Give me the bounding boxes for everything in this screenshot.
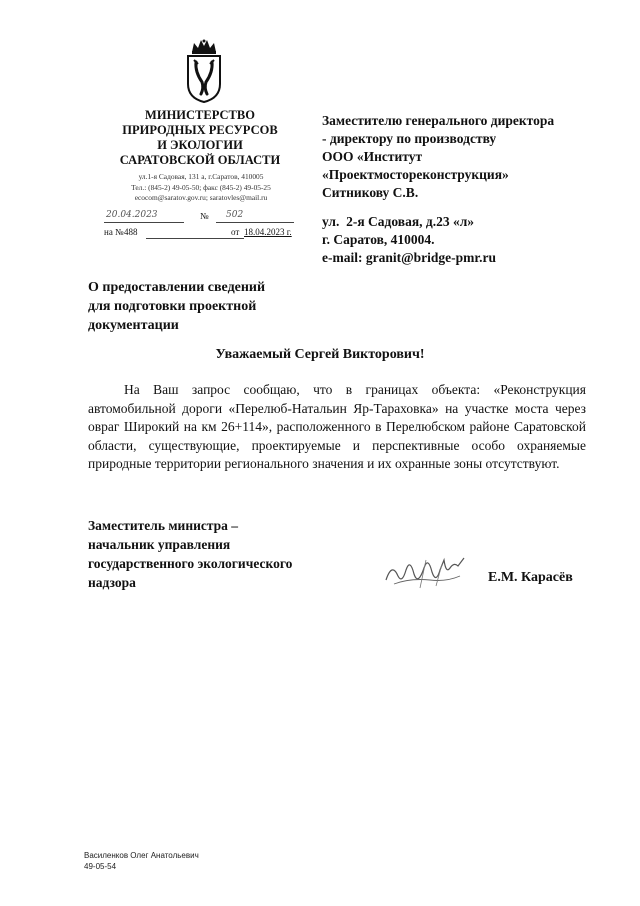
ministry-address — [88, 172, 314, 204]
recipient-address — [322, 213, 622, 267]
subject-line: для подготовки проектной — [88, 299, 257, 314]
address-line: ecocom@saratov.gov.ru; saratovles@mail.ru — [134, 193, 268, 202]
letter-body — [88, 381, 586, 474]
recipient-line: - директору по производству — [322, 131, 497, 146]
recipient-line: Заместителю генерального директора — [322, 113, 555, 128]
ministry-line: И ЭКОЛОГИИ — [157, 138, 243, 152]
body-text: На Ваш запрос сообщаю, что в границах объекта: «Реконструкция автомобильной дороги «Перелюб-Натальин Яр-Тараховка» на участке моста через овраг Широкий на км 26+114», расположенного в Перелюбском районе Саратовской области, существующие, проектируемые и перспективные особо охраняемые природные территории регионального значения и их охранные зоны отсутствуют. — [88, 382, 586, 471]
recipient-email: e-mail: granit@bridge-pmr.ru — [322, 250, 497, 265]
handwritten-reg-date: 20.04.2023 — [106, 210, 158, 220]
letter-subject — [88, 278, 348, 335]
address-line: Тел.: (845-2) 49-05-50; факс (845-2) 49-05-25 — [131, 182, 271, 192]
executor-phone: 49-05-54 — [84, 862, 117, 871]
signer-title — [88, 516, 348, 592]
ministry-name — [100, 108, 300, 168]
signer-name: Е.М. Карасёв — [488, 570, 573, 585]
signer-title-line: Заместитель министра – — [88, 518, 239, 533]
recipient-address-line: г. Саратов, 410004. — [322, 232, 435, 247]
signer-title-line: государственного экологического — [88, 556, 293, 571]
ref-underline — [146, 238, 244, 239]
signer-title-line: начальник управления — [88, 537, 231, 552]
subject-line: документации — [88, 318, 179, 333]
ref-number: 488 — [124, 227, 138, 237]
recipient-line: «Проектмостореконструкция» — [322, 167, 509, 182]
number-underline — [216, 222, 294, 223]
recipient-address-line: ул. 2-я Садовая, д.23 «л» — [322, 214, 475, 229]
ministry-line: САРАТОВСКОЙ ОБЛАСТИ — [119, 153, 281, 167]
recipient-block — [322, 112, 622, 202]
executor-info — [84, 850, 199, 872]
reg-no-label: № — [200, 211, 209, 221]
registration-line — [104, 210, 294, 224]
ref-prefix: на № — [104, 227, 124, 237]
greeting: Уважаемый Сергей Викторович! — [215, 347, 425, 362]
ministry-line: МИНИСТЕРСТВО — [145, 108, 255, 122]
handwritten-reg-number: 502 — [226, 210, 244, 220]
address-line: ул.1-я Садовая, 131 а, г.Саратов, 410005 — [138, 172, 264, 181]
subject-line: О предоставлении сведений — [88, 280, 266, 295]
saratov-coat-of-arms-icon — [182, 38, 226, 104]
recipient-line: ООО «Институт — [322, 149, 423, 164]
handwritten-signature — [380, 550, 472, 592]
executor-name: Василенков Олег Анатольевич — [84, 851, 199, 860]
reference-line — [104, 226, 304, 240]
date-underline — [104, 222, 184, 223]
ref-from-label: от — [231, 227, 240, 237]
ministry-line: ПРИРОДНЫХ РЕСУРСОВ — [122, 123, 278, 137]
signer-title-line: надзора — [88, 575, 136, 590]
recipient-line: Ситникову С.В. — [322, 185, 419, 200]
ref-date: 18.04.2023 г. — [244, 227, 292, 237]
